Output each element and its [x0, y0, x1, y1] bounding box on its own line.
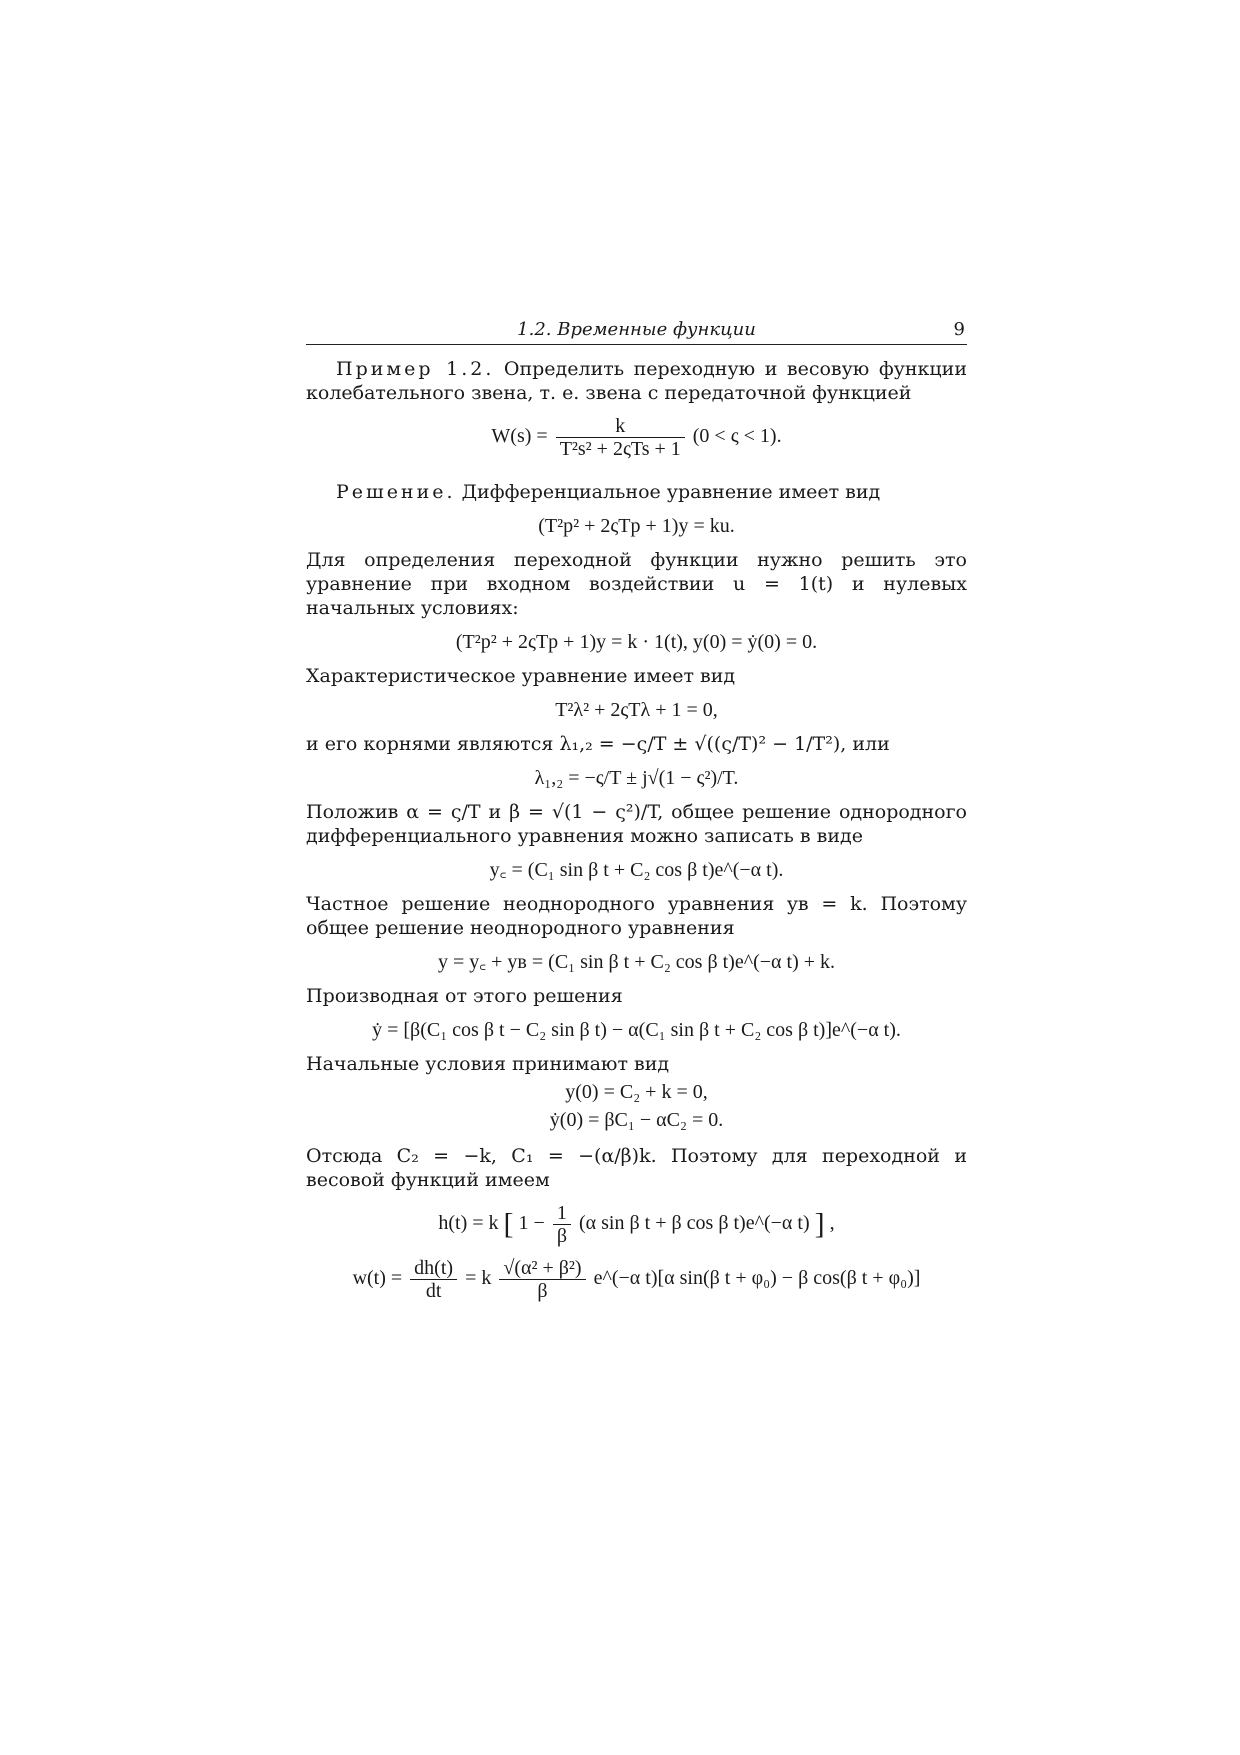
equation-roots: λ₁,₂ = −ς/T ± j√(1 − ς²)/T.	[534, 767, 739, 789]
eq-h-right-bracket: ]	[814, 1207, 825, 1241]
example-text: Определить переходную и весовую функции колебательного звена, т. е. звена с передаточной функцией	[306, 358, 967, 404]
eq-wt-numerator-2: √(α² + β²)	[499, 1257, 585, 1280]
solution-paragraph	[306, 480, 967, 504]
eq-wt-eq-k: = k	[465, 1267, 492, 1290]
example-label: Пример 1.2.	[336, 358, 495, 380]
page-body	[306, 318, 967, 1312]
eq-h-lhs: h(t) = k	[438, 1212, 499, 1235]
equation-homogeneous-solution: y꜀ = (C₁ sin β t + C₂ cos β t)e^(−α t).	[489, 859, 784, 881]
equation-characteristic: T²λ² + 2ςTλ + 1 = 0,	[555, 699, 718, 721]
paragraph-general-solution: Положив α = ς/T и β = √(1 − ς²)/T, общее решение однородного дифференциального уравнения можно записать в виде	[306, 801, 967, 847]
running-head	[306, 318, 967, 345]
equation-h	[306, 1202, 967, 1247]
eq-wt-numerator-1: dh(t)	[410, 1257, 457, 1280]
eq-w-condition: (0 < ς < 1).	[692, 425, 782, 448]
solution-label: Решение.	[336, 481, 456, 503]
eq-wt-rest: e^(−α t)[α sin(β t + φ₀) − β cos(β t + φ₀)]	[593, 1267, 921, 1290]
equation-initial-1: y(0) = C₂ + k = 0,	[565, 1081, 708, 1103]
eq-w-numerator: k	[556, 415, 685, 438]
paragraph-derivative: Производная от этого решения	[306, 985, 623, 1007]
eq-h-denominator: β	[556, 1225, 567, 1247]
eq-h-fraction	[553, 1202, 571, 1247]
eq-wt-fraction-1	[410, 1257, 457, 1302]
equation-transfer-function	[306, 415, 967, 460]
eq-wt-denominator-1: dt	[425, 1280, 442, 1302]
eq-w-lhs: W(s) =	[491, 425, 548, 448]
eq-wt-fraction-2	[499, 1257, 585, 1302]
paragraph-hence: Отсюда C₂ = −k, C₁ = −(α/β)k. Поэтому для переходной и весовой функций имеем	[306, 1145, 967, 1191]
eq-h-one: 1 −	[518, 1212, 545, 1235]
eq-wt-lhs: w(t) =	[352, 1267, 403, 1290]
eq-h-left-bracket: [	[503, 1207, 514, 1241]
equation-transient: (T²p² + 2ςTp + 1)y = k · 1(t), y(0) = ẏ(0) = 0.	[455, 631, 818, 653]
paragraph-particular-solution: Частное решение неоднородного уравнения yв = k. Поэтому общее решение неоднородного уравнения	[306, 893, 967, 939]
eq-w-fraction	[556, 415, 685, 460]
paragraph-characteristic: Характеристическое уравнение имеет вид	[306, 665, 736, 687]
equation-derivative: ẏ = [β(C₁ cos β t − C₂ sin β t) − α(C₁ sin β t + C₂ cos β t)]e^(−α t).	[372, 1019, 901, 1041]
eq-w-denominator: T²s² + 2ςTs + 1	[559, 438, 681, 460]
example-paragraph	[306, 357, 967, 405]
equation-initial-2: ẏ(0) = βC₁ − αC₂ = 0.	[549, 1109, 724, 1131]
paragraph-transient: Для определения переходной функции нужно решить это уравнение при входном воздействии u = 1(t) и нулевых начальных условиях:	[306, 549, 967, 619]
paragraph-roots: и его корнями являются λ₁,₂ = −ς/T ± √((ς/T)² − 1/T²), или	[306, 733, 890, 755]
eq-h-numerator: 1	[553, 1202, 571, 1225]
paragraph-initial-conditions: Начальные условия принимают вид	[306, 1053, 670, 1075]
equation-differential: (T²p² + 2ςTp + 1)y = ku.	[538, 515, 735, 537]
equation-w	[306, 1257, 967, 1302]
page-number: 9	[953, 319, 965, 340]
solution-text: Дифференциальное уравнение имеет вид	[461, 481, 881, 503]
eq-wt-denominator-2: β	[537, 1280, 548, 1302]
running-head-title: 1.2. Временные функции	[517, 319, 756, 340]
eq-h-rest: (α sin β t + β cos β t)e^(−α t)	[579, 1212, 810, 1235]
equation-full-solution: y = y꜀ + yв = (C₁ sin β t + C₂ cos β t)e^(−α t) + k.	[437, 951, 836, 973]
eq-h-tail: ,	[829, 1212, 835, 1235]
